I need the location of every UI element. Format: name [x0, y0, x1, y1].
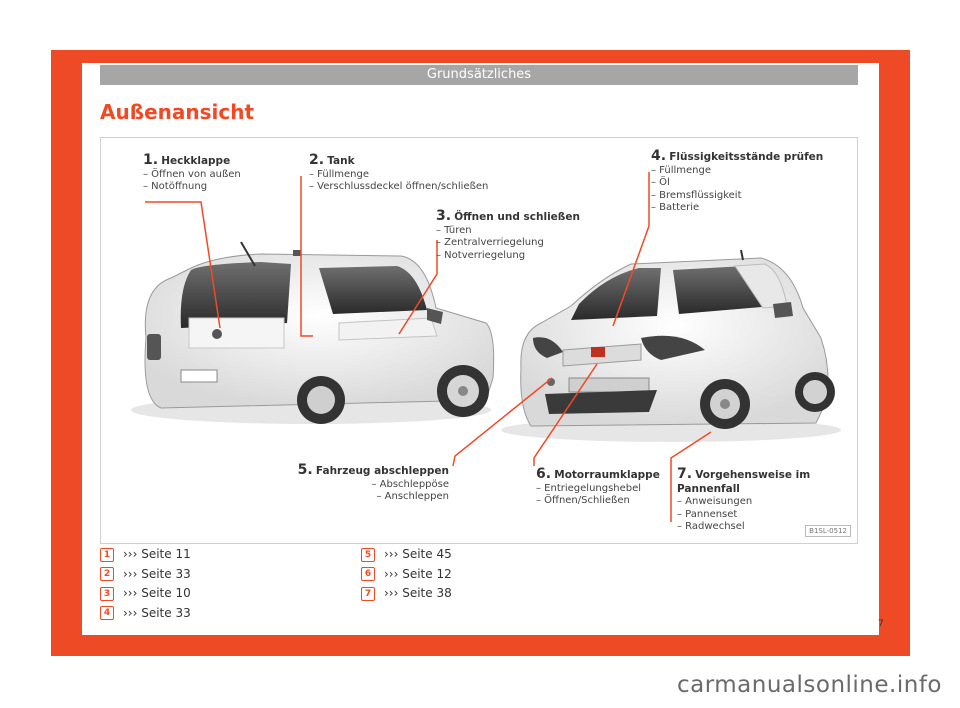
rear-car	[131, 242, 494, 424]
callout-line: – Öl	[651, 177, 670, 188]
callout-3	[436, 210, 580, 262]
reference-badge: 6	[361, 567, 375, 581]
exterior-view-figure	[100, 137, 858, 544]
callout-1	[143, 154, 241, 194]
callout-title: Tank	[327, 155, 355, 167]
callout-line: – Bremsflüssigkeit	[651, 189, 742, 201]
reference-badge: 1	[100, 548, 114, 562]
callout-number: 7.	[677, 466, 693, 482]
figure-code: B1SL-0512	[805, 525, 851, 537]
reference-link[interactable]: ››› Seite 11	[123, 547, 191, 561]
reference-badge: 4	[100, 606, 114, 620]
watermark: carmanualsonline.info	[676, 672, 942, 698]
callout-line: – Pannenset	[677, 508, 738, 520]
callout-line: – Radwechsel	[677, 521, 745, 532]
reference-link[interactable]: ››› Seite 33	[123, 605, 191, 620]
callout-title: Vorgehensweise im Pannenfall	[677, 469, 811, 495]
reference-link[interactable]: ››› Seite 33	[123, 566, 191, 581]
reference-item[interactable]	[100, 584, 191, 604]
reference-link[interactable]: ››› Seite 10	[123, 586, 191, 600]
reference-badge: 2	[100, 567, 114, 581]
callout-line: – Öffnen von außen	[143, 168, 241, 180]
callout-line: – Anweisungen	[677, 496, 753, 507]
callout-line: – Füllmenge	[309, 168, 370, 180]
callout-line: – Entriegelungshebel	[536, 482, 642, 494]
reference-badge: 5	[361, 548, 375, 562]
callout-title: Heckklappe	[161, 155, 231, 167]
callout-number: 1.	[143, 152, 159, 168]
reference-item[interactable]	[361, 584, 452, 604]
callout-line: – Füllmenge	[651, 164, 712, 176]
callout-6	[536, 468, 660, 508]
reference-item[interactable]	[361, 545, 452, 565]
callout-title: Flüssigkeitsstände prüfen	[669, 151, 824, 163]
callout-title: Öffnen und schließen	[454, 211, 580, 223]
callout-line: – Anschleppen	[376, 491, 449, 502]
reference-link[interactable]: ››› Seite 45	[384, 547, 452, 561]
callout-line: – Notverriegelung	[436, 249, 526, 261]
callout-number: 3.	[436, 208, 452, 224]
reference-badge: 3	[100, 587, 114, 601]
page-title: Außenansicht	[100, 100, 255, 124]
reference-badge: 7	[361, 587, 375, 601]
callout-line: – Abschleppöse	[371, 478, 449, 490]
callout-number: 2.	[309, 152, 325, 168]
callout-number: 6.	[536, 466, 552, 482]
reference-item[interactable]	[361, 565, 452, 585]
callout-7	[677, 468, 857, 534]
callout-line: – Zentralverriegelung	[436, 237, 544, 248]
callout-line: – Türen	[436, 224, 472, 236]
callout-4	[651, 150, 823, 215]
reference-item[interactable]	[100, 565, 191, 585]
callout-number: 5.	[297, 462, 313, 478]
callout-title: Fahrzeug abschleppen	[315, 465, 449, 477]
reference-list-left	[100, 545, 191, 623]
callout-line: – Verschlussdeckel öffnen/schließen	[309, 181, 489, 192]
callout-line: – Batterie	[651, 202, 700, 213]
reference-item[interactable]	[100, 545, 191, 565]
reference-list-right	[361, 545, 452, 604]
reference-link[interactable]: ››› Seite 38	[384, 586, 452, 600]
callout-number: 4.	[651, 148, 667, 164]
callout-title: Motorraumklappe	[554, 469, 660, 481]
section-header: Grundsätzliches	[100, 65, 858, 85]
callout-line: – Notöffnung	[143, 181, 208, 192]
callout-2	[309, 154, 488, 194]
reference-link[interactable]: ››› Seite 12	[384, 566, 452, 581]
callout-5	[289, 464, 449, 504]
reference-item[interactable]	[100, 604, 191, 624]
page-number: 7	[878, 619, 884, 629]
front-car	[501, 250, 841, 442]
callout-line: – Öffnen/Schließen	[536, 495, 630, 506]
